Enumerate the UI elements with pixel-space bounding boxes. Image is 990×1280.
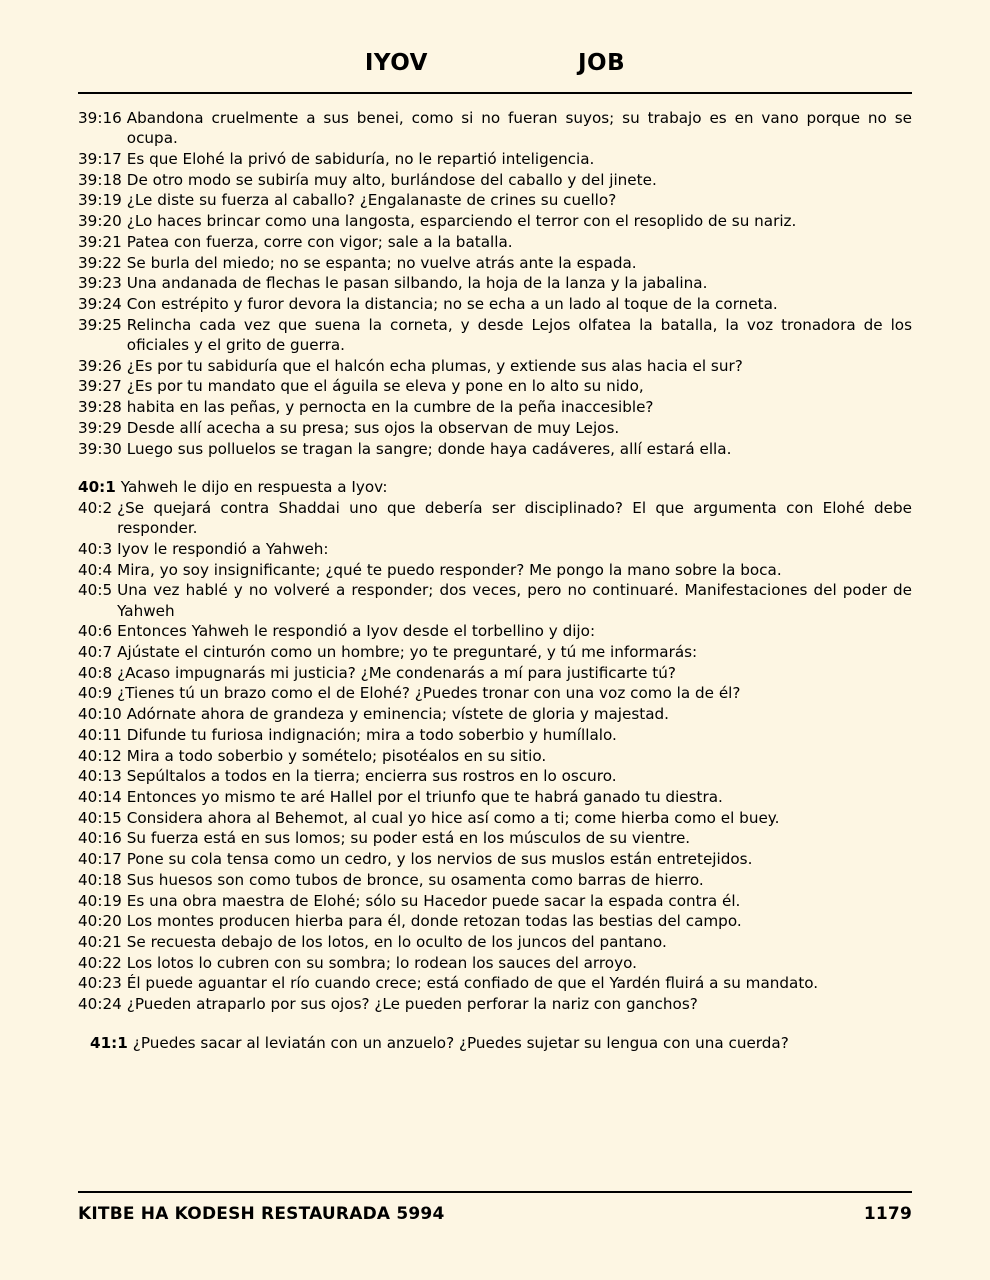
verse-number: 40:17 bbox=[78, 850, 122, 869]
verse-text: Entonces Yahweh le respondió a Iyov desde el torbellino y dijo: bbox=[117, 622, 596, 641]
verse-text: Mira a todo soberbio y somételo; pisotéalos en su sitio. bbox=[126, 746, 547, 765]
verse-row bbox=[78, 560, 912, 580]
verse-text: Es una obra maestra de Elohé; sólo su Hacedor puede sacar la espada contra él. bbox=[126, 891, 741, 910]
verse-text: Yahweh le dijo en respuesta a Iyov: bbox=[120, 478, 388, 497]
verse-row bbox=[78, 932, 912, 952]
verse-number: 40:11 bbox=[78, 725, 122, 744]
verse-text: Iyov le respondió a Yahweh: bbox=[117, 539, 329, 558]
verse-number: 40:21 bbox=[78, 933, 122, 952]
verse-number: 39:29 bbox=[78, 418, 122, 437]
verse-number: 39:26 bbox=[78, 356, 122, 375]
verse-text: ¿Le diste su fuerza al caballo? ¿Engalanaste de crines su cuello? bbox=[126, 191, 617, 210]
verse-row bbox=[78, 746, 912, 766]
verse-number: 39:20 bbox=[78, 212, 122, 231]
verse-text: ¿Es por tu sabiduría que el halcón echa plumas, y extiende sus alas hacia el sur? bbox=[126, 356, 743, 375]
verse-number: 39:28 bbox=[78, 398, 122, 417]
verse-row bbox=[78, 683, 912, 703]
verse-number: 39:30 bbox=[78, 439, 122, 458]
verse-text: Su fuerza está en sus lomos; su poder está en los músculos de su vientre. bbox=[126, 829, 691, 848]
verse-text: Los montes producen hierba para él, donde retozan todas las bestias del campo. bbox=[126, 912, 742, 931]
book-title-hebrew: IYOV bbox=[364, 50, 428, 76]
verse-number: 39:23 bbox=[78, 274, 122, 293]
verse-row bbox=[78, 253, 912, 273]
verse-number: 40:7 bbox=[78, 642, 113, 661]
verse-body bbox=[78, 94, 912, 1053]
verse-row bbox=[78, 356, 912, 376]
verse-number: 39:27 bbox=[78, 377, 122, 396]
verse-text: ¿Puedes sacar al leviatán con un anzuelo? ¿Puedes sujetar su lengua con una cuerda? bbox=[132, 1033, 789, 1052]
verse-text: Patea con fuerza, corre con vigor; sale a la batalla. bbox=[126, 232, 513, 251]
verse-text: Adórnate ahora de grandeza y eminencia; vístete de gloria y majestad. bbox=[126, 705, 670, 724]
verse-text: De otro modo se subiría muy alto, burlándose del caballo y del jinete. bbox=[126, 170, 657, 189]
verse-row bbox=[78, 439, 912, 459]
page-header bbox=[78, 0, 912, 76]
page-footer bbox=[78, 1191, 912, 1224]
chapter-39-block bbox=[78, 108, 912, 459]
verse-number: 39:22 bbox=[78, 253, 122, 272]
verse-text: Difunde tu furiosa indignación; mira a todo soberbio y humíllalo. bbox=[126, 725, 617, 744]
verse-text: ¿Se quejará contra Shaddai uno que debería ser disciplinado? El que argumenta con Elohé debe responder. bbox=[117, 498, 912, 538]
verse-number: 40:22 bbox=[78, 953, 122, 972]
verse-number: 39:25 bbox=[78, 315, 122, 334]
verse-text: habita en las peñas, y pernocta en la cumbre de la peña inaccesible? bbox=[126, 398, 654, 417]
verse-text: Abandona cruelmente a sus benei, como si no fueran suyos; su trabajo es en vano porque no se ocupa. bbox=[126, 109, 912, 148]
verse-number: 39:16 bbox=[78, 109, 122, 127]
verse-text: Se recuesta debajo de los lotos, en lo oculto de los juncos del pantano. bbox=[126, 933, 667, 952]
verse-row bbox=[78, 273, 912, 293]
verse-number: 40:16 bbox=[78, 829, 122, 848]
verse-row bbox=[78, 539, 912, 559]
verse-row bbox=[78, 232, 912, 252]
chapter-spacer bbox=[78, 1015, 912, 1033]
verse-number: 40:9 bbox=[78, 684, 113, 703]
verse-number: 40:5 bbox=[78, 581, 113, 600]
verse-number: 40:12 bbox=[78, 746, 122, 765]
verse-text: Ajústate el cinturón como un hombre; yo te preguntaré, y tú me informarás: bbox=[117, 642, 698, 661]
verse-text: Sepúltalos a todos en la tierra; encierra sus rostros en lo oscuro. bbox=[126, 767, 617, 786]
verse-row bbox=[78, 498, 912, 538]
verse-row bbox=[78, 891, 912, 911]
verse-text: Pone su cola tensa como un cedro, y los nervios de sus muslos están entretejidos. bbox=[126, 850, 753, 869]
verse-text: Desde allí acecha a su presa; sus ojos la observan de muy Lejos. bbox=[126, 418, 620, 437]
verse-row bbox=[78, 973, 912, 993]
verse-number: 40:24 bbox=[78, 995, 122, 1014]
verse-row bbox=[90, 1033, 912, 1053]
verse-row bbox=[78, 808, 912, 828]
verse-text: Una andanada de flechas le pasan silbando, la hoja de la lanza y la jabalina. bbox=[126, 274, 708, 293]
verse-row bbox=[78, 211, 912, 231]
verse-number: 40:10 bbox=[78, 705, 122, 724]
chapter-spacer bbox=[78, 459, 912, 477]
verse-number: 39:18 bbox=[78, 170, 122, 189]
verse-number: 40:23 bbox=[78, 974, 122, 993]
verse-text: Con estrépito y furor devora la distancia; no se echa a un lado al toque de la corneta. bbox=[126, 294, 778, 313]
verse-number: 40:6 bbox=[78, 622, 113, 641]
verse-text: Los lotos lo cubren con su sombra; lo rodean los sauces del arroyo. bbox=[126, 953, 637, 972]
verse-number: 40:15 bbox=[78, 808, 122, 827]
verse-row bbox=[78, 294, 912, 314]
verse-text: Él puede aguantar el río cuando crece; está confiado de que el Yardén fluirá a su mandato. bbox=[126, 974, 819, 993]
book-title-english: JOB bbox=[578, 50, 626, 76]
verse-text: ¿Es por tu mandato que el águila se eleva y pone en lo alto su nido, bbox=[126, 377, 644, 396]
verse-row bbox=[78, 787, 912, 807]
verse-row bbox=[78, 376, 912, 396]
verse-row bbox=[78, 315, 912, 355]
verse-number: 40:3 bbox=[78, 539, 113, 558]
edition-label: KITBE HA KODESH RESTAURADA 5994 bbox=[78, 1204, 445, 1224]
chapter-41-block bbox=[78, 1033, 912, 1053]
verse-row bbox=[78, 870, 912, 890]
verse-text: ¿Lo haces brincar como una langosta, esparciendo el terror con el resoplido de su nariz. bbox=[126, 212, 797, 231]
verse-row bbox=[78, 621, 912, 641]
verse-row bbox=[78, 704, 912, 724]
verse-row bbox=[78, 911, 912, 931]
verse-row bbox=[78, 170, 912, 190]
verse-text: ¿Pueden atraparlo por sus ojos? ¿Le pueden perforar la nariz con ganchos? bbox=[126, 995, 698, 1014]
verse-number: 41:1 bbox=[90, 1033, 128, 1052]
verse-row bbox=[78, 477, 912, 497]
verse-text: ¿Acaso impugnarás mi justicia? ¿Me condenarás a mí para justificarte tú? bbox=[117, 663, 676, 682]
verse-row bbox=[78, 108, 912, 148]
verse-row bbox=[78, 849, 912, 869]
verse-number: 40:2 bbox=[78, 498, 113, 517]
verse-number: 40:1 bbox=[78, 478, 116, 497]
verse-text: Sus huesos son como tubos de bronce, su osamenta como barras de hierro. bbox=[126, 870, 704, 889]
verse-row bbox=[78, 725, 912, 745]
verse-number: 40:13 bbox=[78, 767, 122, 786]
page-number: 1179 bbox=[863, 1204, 912, 1224]
verse-text: Mira, yo soy insignificante; ¿qué te puedo responder? Me pongo la mano sobre la boca. bbox=[117, 560, 782, 579]
verse-number: 40:14 bbox=[78, 788, 122, 806]
verse-row bbox=[78, 580, 912, 620]
verse-number: 40:19 bbox=[78, 891, 122, 910]
verse-text: Es que Elohé la privó de sabiduría, no le repartió inteligencia. bbox=[126, 149, 595, 168]
verse-text: Se burla del miedo; no se espanta; no vuelve atrás ante la espada. bbox=[126, 253, 637, 272]
verse-text: Relincha cada vez que suena la corneta, y desde Lejos olfatea la batalla, la voz tronadora de los oficiales y el grito de guerra. bbox=[126, 315, 912, 354]
verse-number: 39:19 bbox=[78, 191, 122, 210]
verse-row bbox=[78, 994, 912, 1014]
chapter-40-block bbox=[78, 477, 912, 1014]
verse-row bbox=[78, 766, 912, 786]
verse-number: 39:17 bbox=[78, 149, 122, 168]
verse-text: Entonces yo mismo te aré Hallel por el triunfo que te habrá ganado tu diestra. bbox=[126, 788, 723, 806]
verse-row bbox=[78, 149, 912, 169]
verse-number: 40:18 bbox=[78, 870, 122, 889]
verse-row bbox=[78, 953, 912, 973]
verse-row bbox=[78, 190, 912, 210]
verse-text: Luego sus polluelos se tragan la sangre; donde haya cadáveres, allí estará ella. bbox=[126, 439, 732, 458]
verse-row bbox=[78, 663, 912, 683]
verse-text: Una vez hablé y no volveré a responder; dos veces, pero no continuaré. Manifestaciones del poder de Yahweh bbox=[117, 581, 912, 620]
verse-number: 39:24 bbox=[78, 294, 122, 313]
footer-divider bbox=[78, 1191, 912, 1193]
verse-number: 40:20 bbox=[78, 912, 122, 931]
verse-text: ¿Tienes tú un brazo como el de Elohé? ¿Puedes tronar con una voz como la de él? bbox=[117, 684, 741, 703]
verse-number: 40:8 bbox=[78, 663, 113, 682]
verse-number: 39:21 bbox=[78, 232, 122, 251]
verse-row bbox=[78, 828, 912, 848]
verse-number: 40:4 bbox=[78, 560, 113, 579]
verse-row bbox=[78, 642, 912, 662]
verse-row bbox=[78, 397, 912, 417]
verse-text: Considera ahora al Behemot, al cual yo hice así como a ti; come hierba como el buey. bbox=[126, 808, 780, 827]
verse-row bbox=[78, 418, 912, 438]
